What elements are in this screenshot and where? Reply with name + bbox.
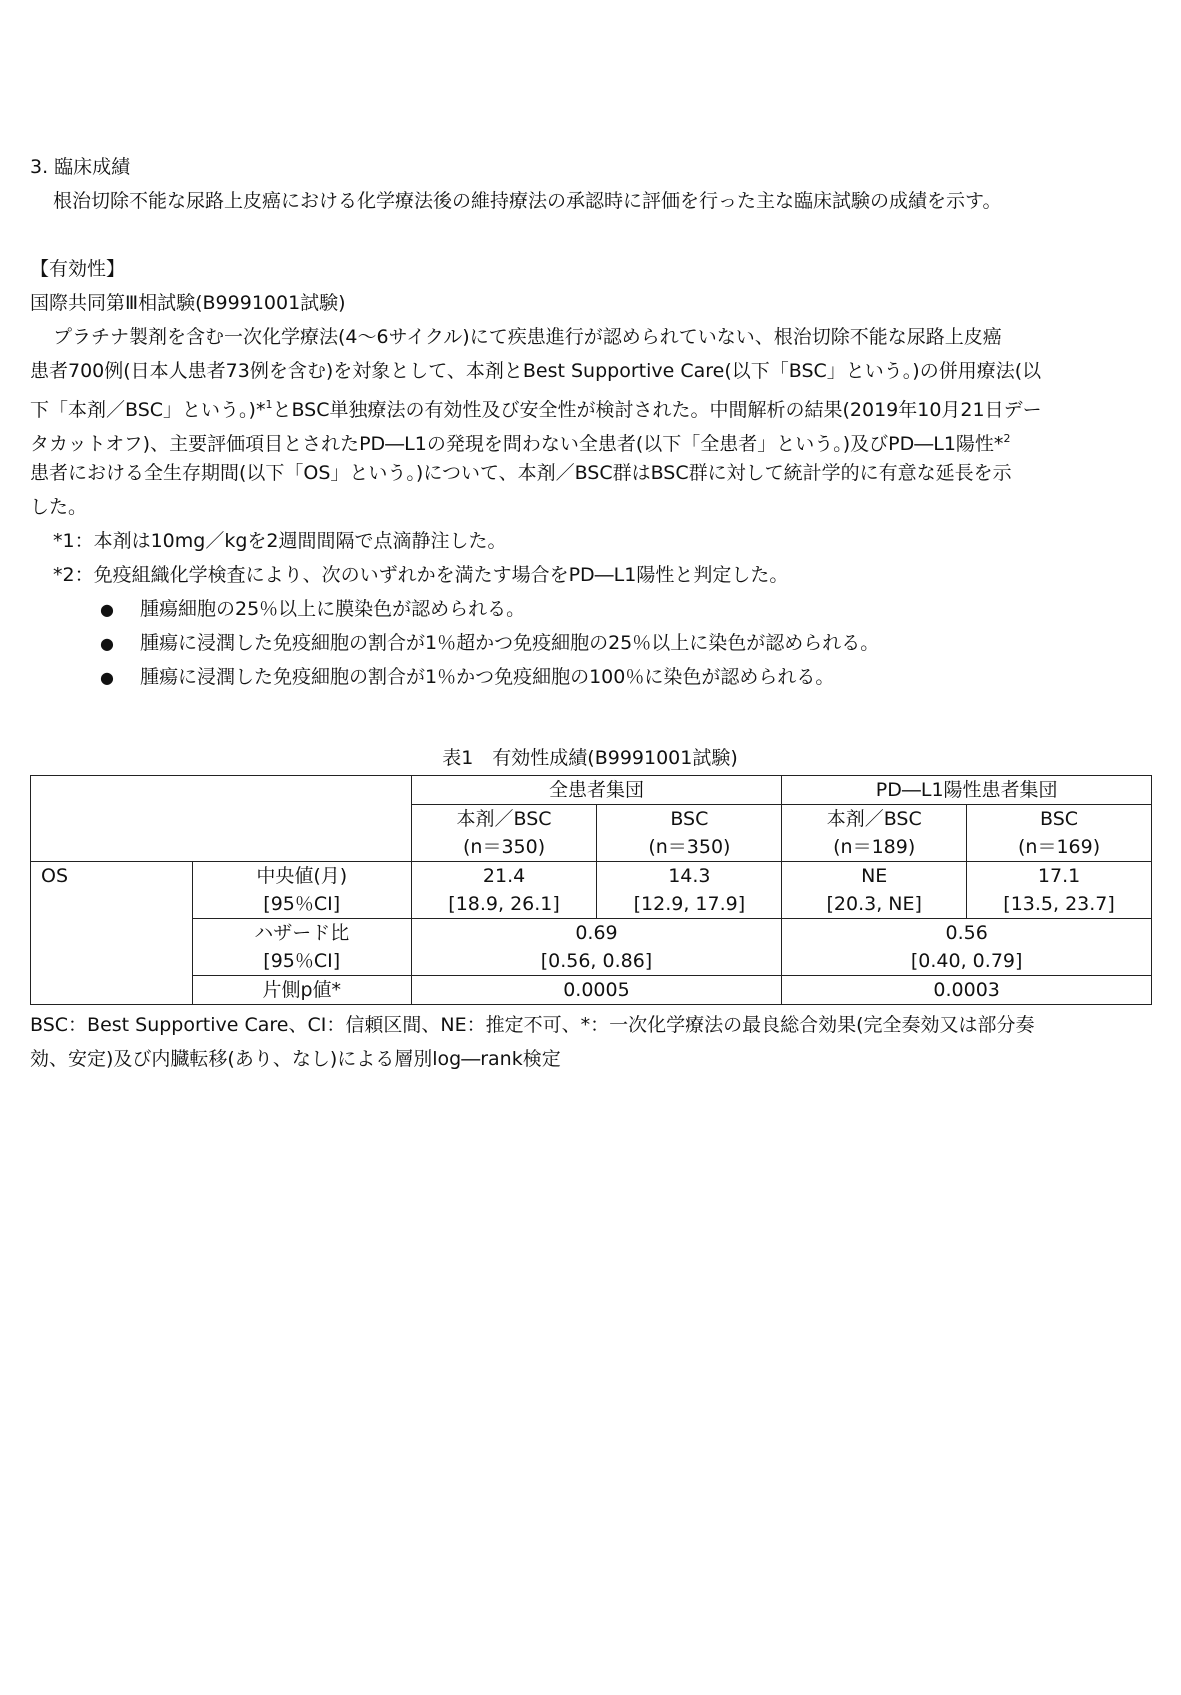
table-footnote	[30, 1008, 1160, 1076]
cell-ci: [0.56, 0.86]	[540, 950, 653, 972]
cell-ci: [0.40, 0.79]	[910, 950, 1023, 972]
footnote-line-1: BSC：Best Supportive Care、CI：信頼区間、NE：推定不可、*：一次化学療法の最良総合効果(完全奏効又は部分奏	[30, 1014, 1035, 1036]
ci-label-text: [95％CI]	[263, 893, 341, 915]
header-all-patients: 全患者集団	[411, 776, 782, 805]
hr-label-text: ハザード比	[254, 922, 350, 944]
cell-median: 17.1	[1037, 865, 1081, 887]
header-arm	[782, 805, 967, 862]
table-row	[31, 919, 1152, 976]
table-cell	[967, 862, 1152, 919]
bullet-item	[30, 626, 1150, 660]
arm-label: BSC	[1040, 808, 1079, 830]
ci-label-text: [95％CI]	[263, 950, 341, 972]
cell-ci: [12.9, 17.9]	[633, 893, 746, 915]
arm-n: (n＝189)	[833, 836, 916, 858]
bullet-text: 腫瘍細胞の25％以上に膜染色が認められる。	[140, 598, 526, 620]
cell-median: 21.4	[482, 865, 526, 887]
bullet-icon: ●	[100, 668, 114, 687]
para-line-3b: とBSC単独療法の有効性及び安全性が検討された。中間解析の結果(2019年10月21日デー	[272, 399, 1042, 421]
table-corner	[31, 776, 412, 862]
intro-text: 根治切除不能な尿路上皮癌における化学療法後の維持療法の承認時に評価を行った主な臨床試験の成績を示す。	[53, 190, 1002, 212]
arm-n: (n＝169)	[1017, 836, 1101, 858]
table-cell	[782, 919, 1152, 976]
cell-ci: [18.9, 26.1]	[448, 893, 560, 915]
table-cell	[411, 862, 597, 919]
table-row	[31, 862, 1152, 919]
footnote-ref-2: 2	[1003, 432, 1011, 445]
hr-label	[192, 919, 411, 976]
header-arm	[967, 805, 1152, 862]
arm-label: BSC	[670, 808, 709, 830]
median-label	[192, 862, 411, 919]
para-line-6: した。	[30, 496, 88, 518]
para-line-2: 患者700例(日本人患者73例を含む)を対象として、本剤とBest Supportive Care(以下「BSC」という。)の併用療法(以	[30, 360, 1042, 382]
cell-ci: [20.3, NE]	[826, 893, 922, 915]
median-label-text: 中央値(月)	[256, 865, 348, 887]
cell-hr: 0.69	[575, 922, 618, 944]
header-arm	[597, 805, 782, 862]
row-label-os: OS	[31, 862, 193, 1005]
arm-label: 本剤／BSC	[456, 808, 552, 830]
efficacy-heading: 【有効性】	[30, 258, 126, 280]
note-1: *1：本剤は10mg／kgを2週間間隔で点滴静注した。	[53, 530, 507, 552]
arm-n: (n＝350)	[462, 836, 546, 858]
table-row	[31, 976, 1152, 1005]
table-cell: 0.0005	[411, 976, 782, 1005]
para-line-3	[30, 388, 1150, 422]
bullet-icon: ●	[100, 600, 114, 619]
table-cell: 0.0003	[782, 976, 1152, 1005]
arm-n: (n＝350)	[648, 836, 731, 858]
bullet-item	[30, 660, 1150, 694]
para-line-3a: 下「本剤／BSC」という。)*	[30, 399, 266, 421]
table-cell	[597, 862, 782, 919]
arm-label: 本剤／BSC	[826, 808, 922, 830]
table-cell	[782, 862, 967, 919]
p-label: 片側p値*	[192, 976, 411, 1005]
bullet-item	[30, 592, 1150, 626]
table-cell	[411, 919, 782, 976]
cell-ci: [13.5, 23.7]	[1003, 893, 1115, 915]
section-heading: 3. 臨床成績	[30, 156, 131, 178]
bullet-text: 腫瘍に浸潤した免疫細胞の割合が1％超かつ免疫細胞の25％以上に染色が認められる。	[140, 632, 880, 654]
para-line-4	[30, 422, 1150, 456]
para-line-4a: タカットオフ)、主要評価項目とされたPD―L1の発現を問わない全患者(以下「全患者」という。)及びPD―L1陽性*	[30, 433, 1004, 455]
bullet-text: 腫瘍に浸潤した免疫細胞の割合が1％かつ免疫細胞の100％に染色が認められる。	[140, 666, 835, 688]
trial-name: 国際共同第Ⅲ相試験(B9991001試験)	[30, 292, 346, 314]
header-pdl1-patients: PD―L1陽性患者集団	[782, 776, 1152, 805]
cell-hr: 0.56	[945, 922, 988, 944]
footnote-ref-1: 1	[265, 398, 273, 411]
para-line-5: 患者における全生存期間(以下「OS」という。)について、本剤／BSC群はBSC群に対して統計学的に有意な延長を示	[30, 462, 1012, 484]
cell-median: NE	[861, 865, 888, 887]
table-title: 表1 有効性成績(B9991001試験)	[442, 747, 738, 769]
cell-median: 14.3	[668, 865, 711, 887]
bullet-icon: ●	[100, 634, 114, 653]
document-body	[30, 150, 1150, 694]
footnote-line-2: 効、安定)及び内臓転移(あり、なし)による層別log―rank検定	[30, 1048, 561, 1070]
efficacy-table	[30, 775, 1152, 1005]
header-arm	[411, 805, 597, 862]
table-row	[31, 776, 1152, 805]
para-line-1: プラチナ製剤を含む一次化学療法(4～6サイクル)にて疾患進行が認められていない、根治切除不能な尿路上皮癌	[53, 326, 1002, 348]
note-2: *2：免疫組織化学検査により、次のいずれかを満たす場合をPD―L1陽性と判定した。	[53, 564, 789, 586]
